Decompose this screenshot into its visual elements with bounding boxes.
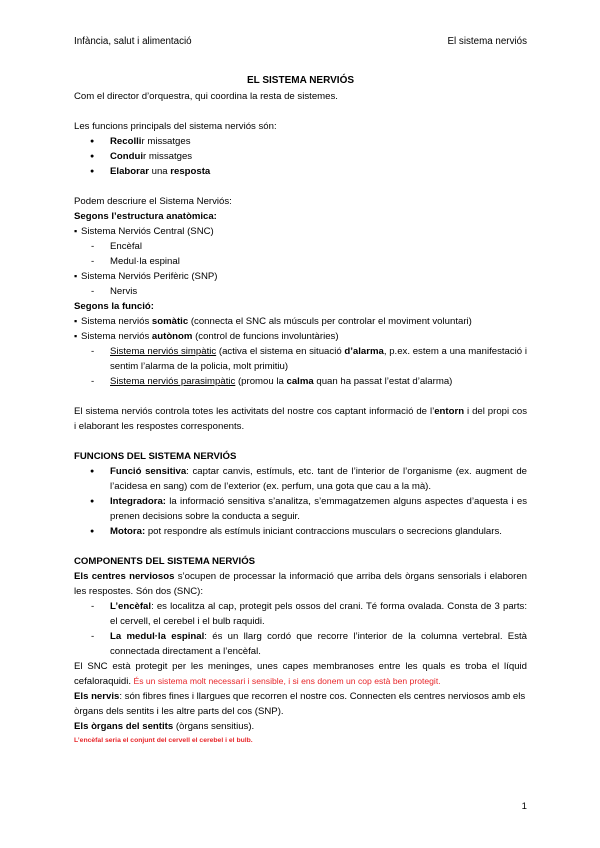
list-item: ● Elaborar una resposta xyxy=(74,164,527,179)
autonom-item: ▪ Sistema nerviós autònom (control de funcions involuntàries) xyxy=(74,329,527,344)
nervis-paragraph: Els nervis: són fibres fines i llargues que recorren el nostre cos. Connecten els centres nerviosos amb els òrgans dels sentits i les altre parts del cos (SNP). xyxy=(74,691,526,717)
snc-item: ▪ Sistema Nerviós Central (SNC) xyxy=(74,224,527,239)
list-item: - L’encèfal: es localitza al cap, protegit pels ossos del crani. Té forma ovalada. Consta de 3 parts: el cervell, el cerebel i el bulb raquidi. xyxy=(74,599,527,629)
final-note: L’encèfal seria el conjunt del cervell el cerebel i el bulb. xyxy=(74,737,253,744)
header-left: Infància, salut i alimentació xyxy=(74,36,192,47)
functions-heading: FUNCIONS DEL SISTEMA NERVIÓS xyxy=(74,451,237,462)
organs-paragraph: Els òrgans del sentits (òrgans sensitius). xyxy=(74,721,255,732)
list-item: - Medul·la espinal xyxy=(74,254,527,269)
somatic-item: ▪ Sistema nerviós somàtic (connecta el SNC als músculs per controlar el moviment voluntari) xyxy=(74,314,527,329)
structure-list xyxy=(74,224,527,239)
main-functions-list xyxy=(74,134,527,179)
simpatic-item: - Sistema nerviós simpàtic (activa el sistema en situació d’alarma, p.ex. estem a una manifestació i sentim l’alarma de la policia, molt primitiu) xyxy=(74,344,527,374)
snp-sublist xyxy=(74,284,527,299)
header-right: El sistema nerviós xyxy=(447,36,527,47)
page-title: EL SISTEMA NERVIÓS xyxy=(246,75,355,86)
autonom-sublist xyxy=(74,344,527,389)
intro-text: Com el director d’orquestra, qui coordina la resta de sistemes. xyxy=(74,91,338,102)
structure-subheading: Segons l’estructura anatòmica: xyxy=(74,211,217,222)
meninges-paragraph: El SNC està protegit per les meninges, unes capes membranoses entre les quals es troba el líquid cefaloraquidi. És un sistema molt necessari i sensible, i si ens donem un cop està ben protegit. xyxy=(74,661,527,687)
centres-paragraph: Els centres nerviosos s’ocupen de processar la informació que arriba dels òrgans sensorials i elaboren les respostes. Són dos (SNC): xyxy=(74,571,527,597)
list-item: ● Recollir missatges xyxy=(74,134,527,149)
function-list xyxy=(74,314,527,344)
page-number: 1 xyxy=(521,801,527,812)
components-heading: COMPONENTS DEL SISTEMA NERVIÓS xyxy=(74,556,256,567)
control-paragraph: El sistema nerviós controla totes les activitats del nostre cos captant informació de l’entorn i del propi cos i elaborant les respostes corresponents. xyxy=(74,406,528,432)
list-item: - Nervis xyxy=(74,284,527,299)
snc-sublist xyxy=(74,239,527,269)
nervous-functions-list xyxy=(74,464,527,539)
document-body xyxy=(74,73,527,747)
function-subheading: Segons la funció: xyxy=(74,301,154,312)
parasimpatic-item: - Sistema nerviós parasimpàtic (promou la calma quan ha passat l’estat d’alarma) xyxy=(74,374,527,389)
components-list xyxy=(74,599,527,659)
meninges-note: És un sistema molt necessari i sensible, i si ens donem un cop està ben protegit. xyxy=(131,676,441,686)
list-item: ● Motora: pot respondre als estímuls iniciant contraccions musculars o secrecions glandulars. xyxy=(74,524,527,539)
list-item: - La medul·la espinal: és un llarg cordó que recorre l’interior de la columna vertebral. Està connectada directament a l’encèfal. xyxy=(74,629,527,659)
list-item: ● Integradora: la informació sensitiva s’analitza, s’emmagatzemen alguns aspectes d’aquesta i es prenen decisions sobre la conducta a seguir. xyxy=(74,494,527,524)
list-item: ● Conduir missatges xyxy=(74,149,527,164)
describe-intro: Podem descriure el Sistema Nerviós: xyxy=(74,196,232,207)
functions-intro: Les funcions principals del sistema nerviós són: xyxy=(74,121,277,132)
snp-item: ▪ Sistema Nerviós Perifèric (SNP) xyxy=(74,269,527,284)
list-item: - Encèfal xyxy=(74,239,527,254)
list-item: ● Funció sensitiva: captar canvis, estímuls, etc. tant de l’interior de l’organisme (ex. augment de l’acidesa en sang) com de l’exterior (ex. perfum, una gota que cau a la mà). xyxy=(74,464,527,494)
